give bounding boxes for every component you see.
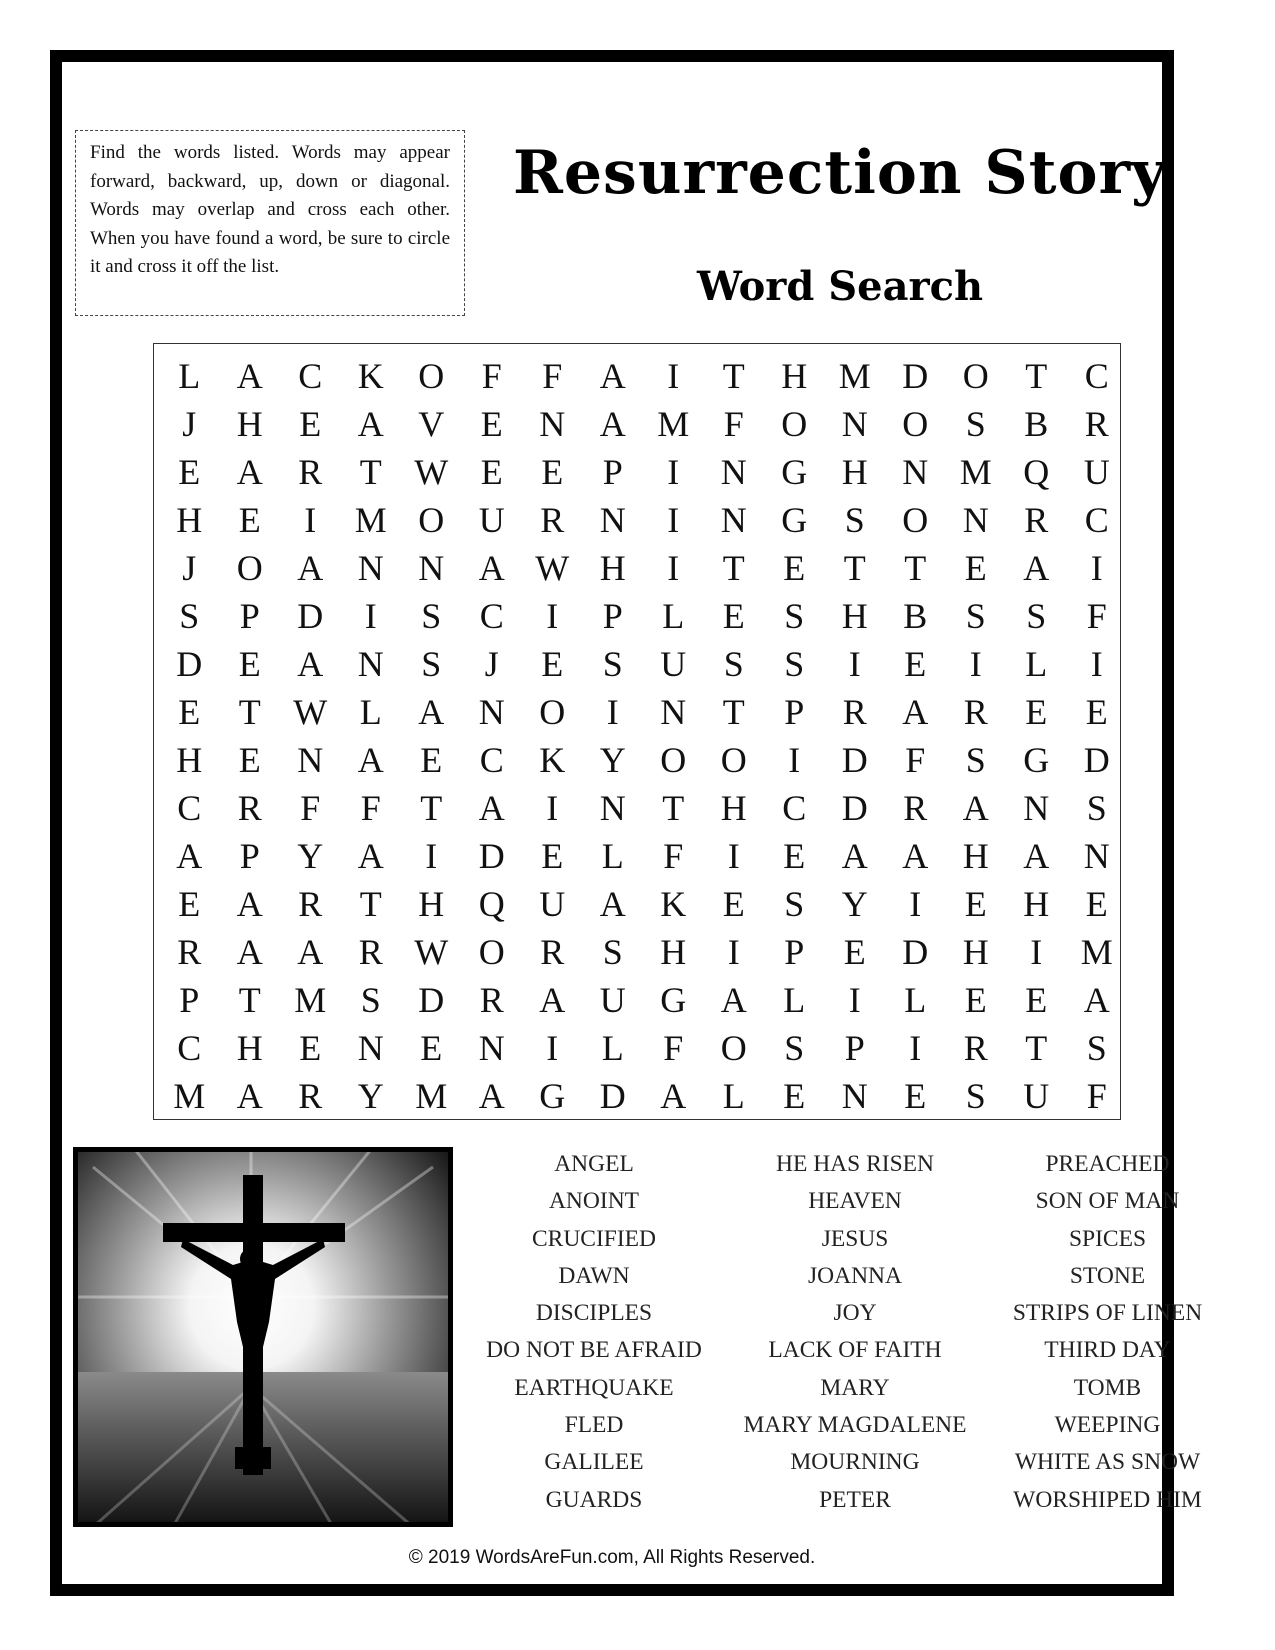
- grid-letter[interactable]: F: [360, 788, 381, 828]
- grid-letter[interactable]: A: [176, 836, 203, 876]
- grid-letter[interactable]: D: [902, 932, 929, 972]
- grid-letter[interactable]: A: [720, 980, 747, 1020]
- grid-letter[interactable]: M: [657, 404, 690, 444]
- grid-letter[interactable]: E: [964, 884, 987, 924]
- grid-letter[interactable]: T: [722, 356, 745, 396]
- grid-letter[interactable]: H: [841, 452, 868, 492]
- grid-letter[interactable]: N: [841, 404, 868, 444]
- grid-letter[interactable]: R: [358, 932, 383, 972]
- grid-letter[interactable]: R: [963, 692, 988, 732]
- grid-letter[interactable]: I: [667, 452, 680, 492]
- grid-letter[interactable]: F: [663, 1028, 684, 1068]
- grid-letter[interactable]: A: [660, 1076, 687, 1116]
- grid-letter[interactable]: N: [599, 500, 626, 540]
- grid-letter[interactable]: O: [418, 500, 445, 540]
- grid-letter[interactable]: I: [1090, 644, 1103, 684]
- copyright-footer: © 2019 WordsAreFun.com, All Rights Reserved.: [408, 1547, 816, 1568]
- grid-letter[interactable]: D: [478, 836, 505, 876]
- word-list-item: MARY MAGDALENE: [743, 1412, 967, 1439]
- grid-letter[interactable]: F: [723, 404, 744, 444]
- word-list-item: PETER: [819, 1486, 891, 1513]
- grid-letter[interactable]: A: [478, 788, 505, 828]
- grid-letter[interactable]: I: [1090, 548, 1103, 588]
- grid-letter[interactable]: P: [239, 596, 260, 636]
- letter-grid: [159, 352, 1127, 1120]
- grid-letter[interactable]: N: [539, 404, 566, 444]
- grid-letter[interactable]: L: [904, 980, 927, 1020]
- grid-letter[interactable]: E: [420, 740, 443, 780]
- grid-letter[interactable]: I: [969, 644, 982, 684]
- grid-letter[interactable]: M: [354, 500, 387, 540]
- grid-letter[interactable]: N: [841, 1076, 868, 1116]
- grid-letter[interactable]: R: [479, 980, 504, 1020]
- page-subtitle: Word Search: [696, 263, 984, 310]
- grid-letter[interactable]: O: [962, 356, 989, 396]
- grid-letter[interactable]: R: [298, 1076, 323, 1116]
- grid-letter[interactable]: S: [784, 596, 805, 636]
- grid-letter[interactable]: R: [298, 884, 323, 924]
- word-list-column-2: [720, 1146, 990, 1519]
- word-search-puzzle: [153, 343, 1121, 1120]
- grid-letter[interactable]: W: [535, 548, 570, 588]
- grid-letter[interactable]: F: [300, 788, 321, 828]
- grid-letter[interactable]: O: [236, 548, 263, 588]
- grid-letter[interactable]: L: [1025, 644, 1048, 684]
- grid-letter[interactable]: M: [415, 1076, 448, 1116]
- grid-letter[interactable]: A: [539, 980, 566, 1020]
- grid-letter[interactable]: U: [478, 500, 505, 540]
- grid-letter[interactable]: T: [662, 788, 685, 828]
- grid-letter[interactable]: E: [843, 932, 866, 972]
- grid-letter[interactable]: E: [1085, 692, 1108, 732]
- grid-letter[interactable]: K: [357, 356, 384, 396]
- grid-letter[interactable]: L: [662, 596, 685, 636]
- grid-letter[interactable]: P: [844, 1028, 865, 1068]
- grid-letter[interactable]: U: [539, 884, 566, 924]
- grid-letter[interactable]: S: [844, 500, 865, 540]
- grid-letter[interactable]: L: [359, 692, 382, 732]
- word-list-item: HEAVEN: [808, 1188, 902, 1215]
- grid-letter[interactable]: C: [782, 788, 807, 828]
- grid-letter[interactable]: D: [902, 356, 929, 396]
- grid-letter[interactable]: T: [722, 692, 745, 732]
- word-list-item: THIRD DAY: [1044, 1337, 1171, 1364]
- word-list-item: EARTHQUAKE: [514, 1374, 674, 1401]
- grid-letter[interactable]: P: [784, 692, 805, 732]
- grid-letter[interactable]: T: [359, 884, 382, 924]
- grid-letter[interactable]: H: [660, 932, 687, 972]
- grid-letter[interactable]: G: [660, 980, 687, 1020]
- word-list-item: WEEPING: [1054, 1412, 1161, 1439]
- word-list-item: MARY: [820, 1374, 890, 1401]
- grid-letter[interactable]: R: [540, 932, 565, 972]
- grid-letter[interactable]: E: [238, 740, 261, 780]
- grid-letter[interactable]: I: [848, 644, 861, 684]
- grid-letter[interactable]: A: [357, 836, 384, 876]
- grid-letter[interactable]: H: [781, 356, 808, 396]
- grid-letter[interactable]: O: [660, 740, 687, 780]
- word-list-item: DISCIPLES: [535, 1300, 653, 1327]
- grid-letter[interactable]: R: [963, 1028, 988, 1068]
- grid-letter[interactable]: H: [176, 740, 203, 780]
- grid-letter[interactable]: E: [722, 884, 745, 924]
- word-list-column-1: [464, 1146, 724, 1519]
- grid-letter[interactable]: O: [781, 404, 808, 444]
- word-list-item: FLED: [564, 1412, 624, 1439]
- grid-letter[interactable]: A: [1083, 980, 1110, 1020]
- grid-letter[interactable]: I: [425, 836, 438, 876]
- grid-letter[interactable]: Q: [1023, 452, 1050, 492]
- grid-letter[interactable]: O: [720, 1028, 747, 1068]
- grid-letter[interactable]: H: [962, 932, 989, 972]
- grid-letter[interactable]: A: [902, 692, 929, 732]
- grid-letter[interactable]: A: [418, 692, 445, 732]
- grid-letter[interactable]: N: [357, 644, 384, 684]
- word-list-item: LACK OF FAITH: [768, 1337, 942, 1364]
- grid-letter[interactable]: A: [236, 452, 263, 492]
- grid-letter[interactable]: I: [546, 788, 559, 828]
- grid-letter[interactable]: H: [236, 1028, 263, 1068]
- grid-letter[interactable]: E: [299, 404, 322, 444]
- grid-letter[interactable]: I: [364, 596, 377, 636]
- grid-letter[interactable]: B: [903, 596, 928, 636]
- grid-letter[interactable]: P: [239, 836, 260, 876]
- grid-letter[interactable]: Q: [478, 884, 505, 924]
- grid-letter[interactable]: M: [173, 1076, 206, 1116]
- grid-letter[interactable]: T: [1025, 1028, 1048, 1068]
- word-list-item: STRIPS OF LINEN: [1012, 1300, 1203, 1327]
- grid-letter[interactable]: I: [546, 1028, 559, 1068]
- grid-letter[interactable]: H: [418, 884, 445, 924]
- word-list-item: DO NOT BE AFRAID: [486, 1337, 702, 1364]
- grid-letter[interactable]: E: [480, 404, 503, 444]
- grid-letter[interactable]: N: [660, 692, 687, 732]
- grid-letter[interactable]: E: [178, 452, 201, 492]
- grid-letter[interactable]: F: [905, 740, 926, 780]
- word-list-item: GUARDS: [545, 1486, 643, 1513]
- grid-letter[interactable]: Y: [357, 1076, 384, 1116]
- grid-letter[interactable]: A: [1023, 836, 1050, 876]
- grid-letter[interactable]: S: [784, 1028, 805, 1068]
- grid-letter[interactable]: W: [293, 692, 328, 732]
- grid-letter[interactable]: R: [1024, 500, 1049, 540]
- grid-letter[interactable]: T: [843, 548, 866, 588]
- grid-letter[interactable]: W: [414, 932, 449, 972]
- grid-letter[interactable]: F: [542, 356, 563, 396]
- grid-letter[interactable]: I: [667, 356, 680, 396]
- grid-letter[interactable]: N: [418, 548, 445, 588]
- grid-letter[interactable]: A: [236, 884, 263, 924]
- grid-letter[interactable]: T: [238, 980, 261, 1020]
- grid-letter[interactable]: G: [781, 500, 808, 540]
- grid-letter[interactable]: A: [297, 932, 324, 972]
- grid-letter[interactable]: I: [727, 932, 740, 972]
- grid-letter[interactable]: I: [848, 980, 861, 1020]
- grid-letter[interactable]: E: [964, 548, 987, 588]
- grid-letter[interactable]: M: [1080, 932, 1113, 972]
- grid-letter[interactable]: A: [599, 404, 626, 444]
- word-list-item: DAWN: [558, 1262, 630, 1289]
- grid-letter[interactable]: T: [359, 452, 382, 492]
- grid-letter[interactable]: L: [722, 1076, 745, 1116]
- instructions-box: Find the words listed. Words may appear forward, backward, up, down or diagonal. Words may overlap and cross each other. When you have found a word, be sure to circle it and cross it off the list.: [75, 130, 465, 316]
- word-list-item: MOURNING: [790, 1449, 920, 1476]
- grid-letter[interactable]: E: [904, 644, 927, 684]
- grid-letter[interactable]: I: [304, 500, 317, 540]
- grid-letter[interactable]: I: [909, 1028, 922, 1068]
- grid-letter[interactable]: E: [904, 1076, 927, 1116]
- grid-letter[interactable]: S: [1086, 1028, 1107, 1068]
- grid-letter[interactable]: H: [841, 596, 868, 636]
- grid-letter[interactable]: H: [720, 788, 747, 828]
- grid-letter[interactable]: S: [421, 596, 442, 636]
- word-list-item: WHITE AS SNOW: [1014, 1449, 1201, 1476]
- grid-letter[interactable]: C: [479, 596, 504, 636]
- word-list-item: JOANNA: [808, 1262, 902, 1289]
- grid-letter[interactable]: R: [842, 692, 867, 732]
- grid-letter[interactable]: E: [1025, 692, 1048, 732]
- grid-letter[interactable]: M: [959, 452, 992, 492]
- grid-letter[interactable]: N: [720, 452, 747, 492]
- grid-letter[interactable]: O: [539, 692, 566, 732]
- grid-letter[interactable]: T: [238, 692, 261, 732]
- grid-letter[interactable]: F: [663, 836, 684, 876]
- grid-letter[interactable]: W: [414, 452, 449, 492]
- grid-letter[interactable]: A: [902, 836, 929, 876]
- grid-letter[interactable]: E: [783, 836, 806, 876]
- grid-letter[interactable]: S: [1026, 596, 1047, 636]
- grid-letter[interactable]: E: [420, 1028, 443, 1068]
- grid-letter[interactable]: F: [1086, 596, 1107, 636]
- grid-letter[interactable]: S: [723, 644, 744, 684]
- grid-letter[interactable]: I: [727, 836, 740, 876]
- grid-letter[interactable]: S: [784, 884, 805, 924]
- grid-letter[interactable]: N: [1083, 836, 1110, 876]
- grid-letter[interactable]: B: [1024, 404, 1049, 444]
- grid-letter[interactable]: A: [841, 836, 868, 876]
- grid-letter[interactable]: S: [602, 932, 623, 972]
- grid-letter[interactable]: N: [1023, 788, 1050, 828]
- grid-letter[interactable]: Y: [297, 836, 324, 876]
- grid-letter[interactable]: O: [478, 932, 505, 972]
- grid-letter[interactable]: G: [781, 452, 808, 492]
- grid-letter[interactable]: D: [176, 644, 203, 684]
- grid-letter[interactable]: N: [357, 1028, 384, 1068]
- grid-letter[interactable]: S: [965, 1076, 986, 1116]
- grid-letter[interactable]: U: [1083, 452, 1110, 492]
- grid-letter[interactable]: O: [902, 404, 929, 444]
- grid-letter[interactable]: E: [1025, 980, 1048, 1020]
- word-list-item: ANOINT: [548, 1188, 640, 1215]
- grid-letter[interactable]: H: [599, 548, 626, 588]
- grid-letter[interactable]: E: [1085, 884, 1108, 924]
- grid-letter[interactable]: J: [484, 644, 499, 684]
- grid-letter[interactable]: S: [421, 644, 442, 684]
- page-title: Resurrection Story: [513, 138, 1167, 208]
- grid-letter[interactable]: A: [478, 1076, 505, 1116]
- grid-letter[interactable]: P: [784, 932, 805, 972]
- grid-letter[interactable]: N: [720, 500, 747, 540]
- grid-letter[interactable]: S: [784, 644, 805, 684]
- grid-letter[interactable]: T: [1025, 356, 1048, 396]
- grid-letter[interactable]: E: [480, 452, 503, 492]
- grid-letter[interactable]: I: [667, 500, 680, 540]
- grid-letter[interactable]: C: [177, 788, 202, 828]
- grid-letter[interactable]: E: [541, 452, 564, 492]
- grid-letter[interactable]: E: [964, 980, 987, 1020]
- grid-letter[interactable]: H: [176, 500, 203, 540]
- grid-letter[interactable]: S: [965, 740, 986, 780]
- grid-letter[interactable]: I: [546, 596, 559, 636]
- grid-letter[interactable]: D: [841, 740, 868, 780]
- grid-letter[interactable]: A: [297, 644, 324, 684]
- grid-letter[interactable]: D: [418, 980, 445, 1020]
- word-list-item: PREACHED: [1045, 1151, 1170, 1177]
- grid-letter[interactable]: D: [599, 1076, 626, 1116]
- grid-letter[interactable]: O: [902, 500, 929, 540]
- word-list-item: SPICES: [1068, 1225, 1147, 1252]
- word-list-item: TOMB: [1073, 1374, 1142, 1401]
- grid-letter[interactable]: Y: [599, 740, 626, 780]
- grid-letter[interactable]: N: [599, 788, 626, 828]
- grid-letter[interactable]: A: [236, 932, 263, 972]
- grid-letter[interactable]: A: [297, 548, 324, 588]
- grid-letter[interactable]: O: [720, 740, 747, 780]
- crucifix-image: [73, 1147, 453, 1527]
- grid-letter[interactable]: T: [420, 788, 443, 828]
- grid-letter[interactable]: A: [236, 1076, 263, 1116]
- grid-letter[interactable]: C: [177, 1028, 202, 1068]
- grid-letter[interactable]: R: [903, 788, 928, 828]
- grid-letter[interactable]: E: [783, 1076, 806, 1116]
- grid-letter[interactable]: C: [1084, 500, 1109, 540]
- grid-letter[interactable]: T: [722, 548, 745, 588]
- grid-letter[interactable]: R: [298, 452, 323, 492]
- grid-letter[interactable]: E: [238, 500, 261, 540]
- grid-letter[interactable]: S: [602, 644, 623, 684]
- grid-letter[interactable]: J: [182, 548, 197, 588]
- grid-letter[interactable]: E: [178, 884, 201, 924]
- grid-letter[interactable]: A: [599, 356, 626, 396]
- grid-letter[interactable]: E: [783, 548, 806, 588]
- word-list-item: GALILEE: [544, 1449, 644, 1476]
- grid-letter[interactable]: P: [179, 980, 200, 1020]
- grid-letter[interactable]: K: [539, 740, 566, 780]
- grid-letter[interactable]: O: [418, 356, 445, 396]
- grid-letter[interactable]: R: [237, 788, 262, 828]
- grid-letter[interactable]: S: [1086, 788, 1107, 828]
- grid-letter[interactable]: F: [1086, 1076, 1107, 1116]
- grid-letter[interactable]: I: [1030, 932, 1043, 972]
- grid-letter[interactable]: J: [182, 404, 197, 444]
- grid-letter[interactable]: A: [1023, 548, 1050, 588]
- grid-letter[interactable]: M: [294, 980, 327, 1020]
- grid-letter[interactable]: E: [722, 596, 745, 636]
- grid-letter[interactable]: V: [418, 404, 445, 444]
- word-list-item: JESUS: [821, 1225, 889, 1252]
- grid-letter[interactable]: A: [962, 788, 989, 828]
- grid-letter[interactable]: U: [1023, 1076, 1050, 1116]
- grid-letter[interactable]: G: [539, 1076, 566, 1116]
- grid-letter[interactable]: E: [178, 692, 201, 732]
- grid-letter[interactable]: N: [357, 548, 384, 588]
- grid-letter[interactable]: S: [179, 596, 200, 636]
- grid-letter[interactable]: E: [299, 1028, 322, 1068]
- grid-letter[interactable]: A: [236, 356, 263, 396]
- grid-letter[interactable]: E: [541, 644, 564, 684]
- grid-letter[interactable]: I: [788, 740, 801, 780]
- grid-letter[interactable]: L: [601, 836, 624, 876]
- grid-letter[interactable]: Y: [841, 884, 868, 924]
- grid-letter[interactable]: D: [841, 788, 868, 828]
- grid-letter[interactable]: P: [602, 596, 623, 636]
- grid-letter[interactable]: E: [541, 836, 564, 876]
- grid-letter[interactable]: G: [1023, 740, 1050, 780]
- word-list-item: ANGEL: [554, 1151, 634, 1177]
- grid-letter[interactable]: S: [965, 404, 986, 444]
- word-list-item: STONE: [1069, 1262, 1146, 1289]
- word-list-column-3: [975, 1146, 1240, 1519]
- word-list-item: CRUCIFIED: [531, 1225, 657, 1252]
- grid-letter[interactable]: E: [238, 644, 261, 684]
- grid-letter[interactable]: L: [783, 980, 806, 1020]
- grid-letter[interactable]: N: [478, 1028, 505, 1068]
- grid-letter[interactable]: L: [601, 1028, 624, 1068]
- grid-letter[interactable]: N: [478, 692, 505, 732]
- grid-letter[interactable]: I: [909, 884, 922, 924]
- grid-letter[interactable]: S: [360, 980, 381, 1020]
- grid-letter[interactable]: K: [660, 884, 687, 924]
- grid-letter[interactable]: N: [297, 740, 324, 780]
- grid-letter[interactable]: A: [599, 884, 626, 924]
- grid-letter[interactable]: D: [297, 596, 324, 636]
- grid-letter[interactable]: R: [540, 500, 565, 540]
- word-list-item: HE HAS RISEN: [776, 1151, 934, 1177]
- grid-letter[interactable]: F: [481, 356, 502, 396]
- word-list-item: SON OF MAN: [1035, 1188, 1180, 1215]
- grid-letter[interactable]: H: [236, 404, 263, 444]
- grid-letter[interactable]: A: [478, 548, 505, 588]
- word-list-item: JOY: [833, 1300, 877, 1327]
- grid-letter[interactable]: C: [479, 740, 504, 780]
- grid-letter[interactable]: N: [902, 452, 929, 492]
- grid-letter[interactable]: L: [178, 356, 201, 396]
- grid-letter[interactable]: D: [1083, 740, 1110, 780]
- grid-letter[interactable]: A: [357, 404, 384, 444]
- grid-letter[interactable]: C: [298, 356, 323, 396]
- grid-letter[interactable]: U: [599, 980, 626, 1020]
- grid-letter[interactable]: P: [602, 452, 623, 492]
- grid-letter[interactable]: R: [1084, 404, 1109, 444]
- grid-letter[interactable]: T: [904, 548, 927, 588]
- grid-letter[interactable]: U: [660, 644, 687, 684]
- grid-letter[interactable]: H: [962, 836, 989, 876]
- grid-letter[interactable]: C: [1084, 356, 1109, 396]
- grid-letter[interactable]: A: [357, 740, 384, 780]
- grid-letter[interactable]: R: [177, 932, 202, 972]
- grid-letter[interactable]: M: [838, 356, 871, 396]
- grid-letter[interactable]: N: [962, 500, 989, 540]
- word-list-item: WORSHIPED HIM: [1013, 1486, 1202, 1513]
- grid-letter[interactable]: S: [965, 596, 986, 636]
- grid-letter[interactable]: H: [1023, 884, 1050, 924]
- grid-letter[interactable]: I: [606, 692, 619, 732]
- grid-letter[interactable]: I: [667, 548, 680, 588]
